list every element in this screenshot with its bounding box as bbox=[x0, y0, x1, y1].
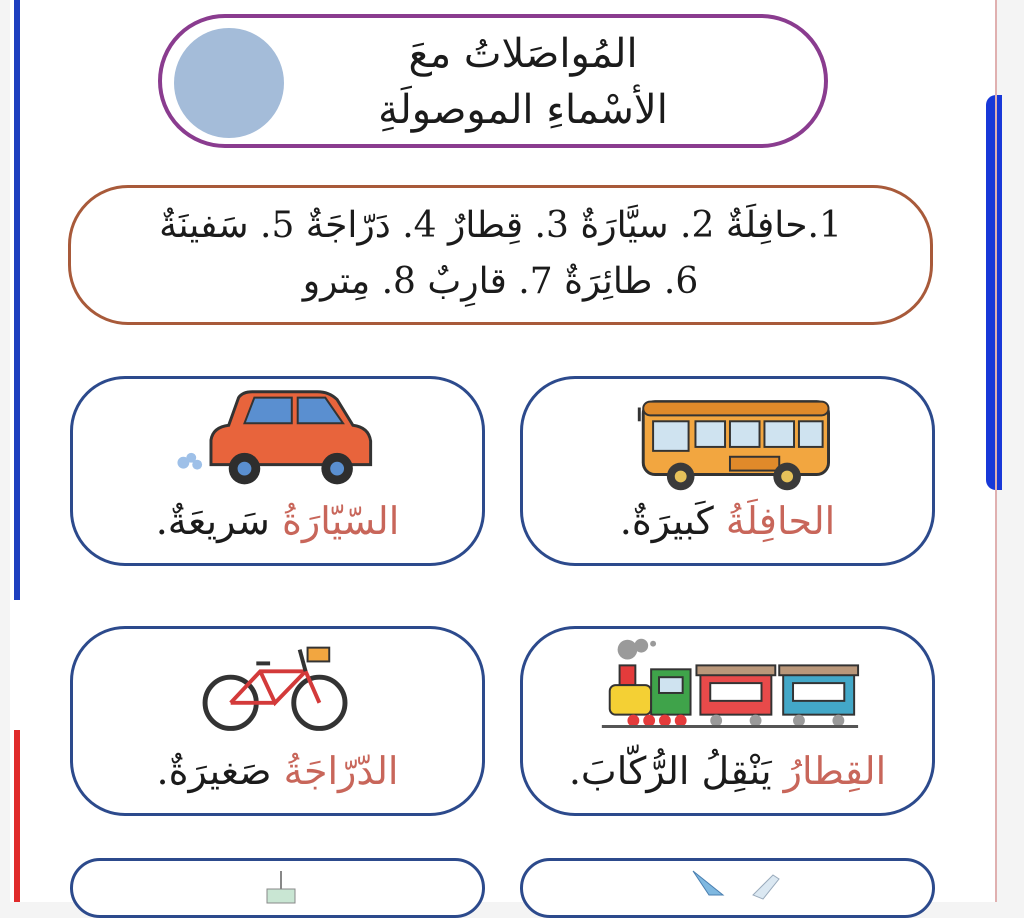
left-blue-edge bbox=[14, 0, 20, 600]
caption-bus-predicate: كَبيرَةٌ. bbox=[619, 499, 726, 543]
title-banner bbox=[158, 14, 828, 148]
card-car bbox=[70, 376, 485, 566]
vocabulary-line-2: 6. طائِرَةٌ 7. قارِبٌ 8. مِترو bbox=[302, 261, 699, 302]
caption-bus bbox=[523, 491, 932, 551]
caption-train bbox=[523, 741, 932, 801]
left-red-edge bbox=[14, 730, 20, 902]
vocabulary-line-1: 1.حافِلَةٌ 2. سيَّارَةٌ 3. قِطارٌ 4. دَرّاجَةٌ 5. سَفينَةٌ bbox=[159, 205, 842, 246]
bus-icon bbox=[523, 385, 932, 497]
right-edge-line bbox=[995, 0, 997, 902]
vocabulary-list bbox=[68, 185, 933, 325]
title-circle-decoration bbox=[174, 28, 284, 138]
caption-bicycle-subject: الدّرّاجَةُ bbox=[283, 749, 399, 793]
caption-bus-subject: الحافِلَةُ bbox=[725, 499, 836, 543]
card-partial-left bbox=[70, 858, 485, 918]
card-partial-right bbox=[520, 858, 935, 918]
page-title bbox=[342, 26, 704, 138]
title-line-1: المُواصَلاتُ معَ bbox=[408, 31, 638, 77]
card-bicycle bbox=[70, 626, 485, 816]
caption-train-predicate: يَنْقِلُ الرُّكّابَ. bbox=[568, 749, 784, 793]
card-train bbox=[520, 626, 935, 816]
airplane-icon bbox=[683, 865, 793, 905]
right-blue-tab bbox=[986, 95, 1002, 490]
train-icon bbox=[523, 635, 932, 747]
card-bus bbox=[520, 376, 935, 566]
caption-car-subject: السّيّارَةُ bbox=[281, 499, 400, 543]
bicycle-icon bbox=[73, 635, 482, 747]
caption-car bbox=[73, 491, 482, 551]
caption-bicycle-predicate: صَغيرَةٌ. bbox=[156, 749, 284, 793]
title-line-2: الأسْماءِ الموصولَةِ bbox=[378, 87, 668, 133]
caption-train-subject: القِطارُ bbox=[783, 749, 887, 793]
caption-car-predicate: سَريعَةٌ. bbox=[155, 499, 282, 543]
caption-bicycle bbox=[73, 741, 482, 801]
car-icon bbox=[73, 385, 482, 497]
ship-icon bbox=[253, 867, 313, 907]
